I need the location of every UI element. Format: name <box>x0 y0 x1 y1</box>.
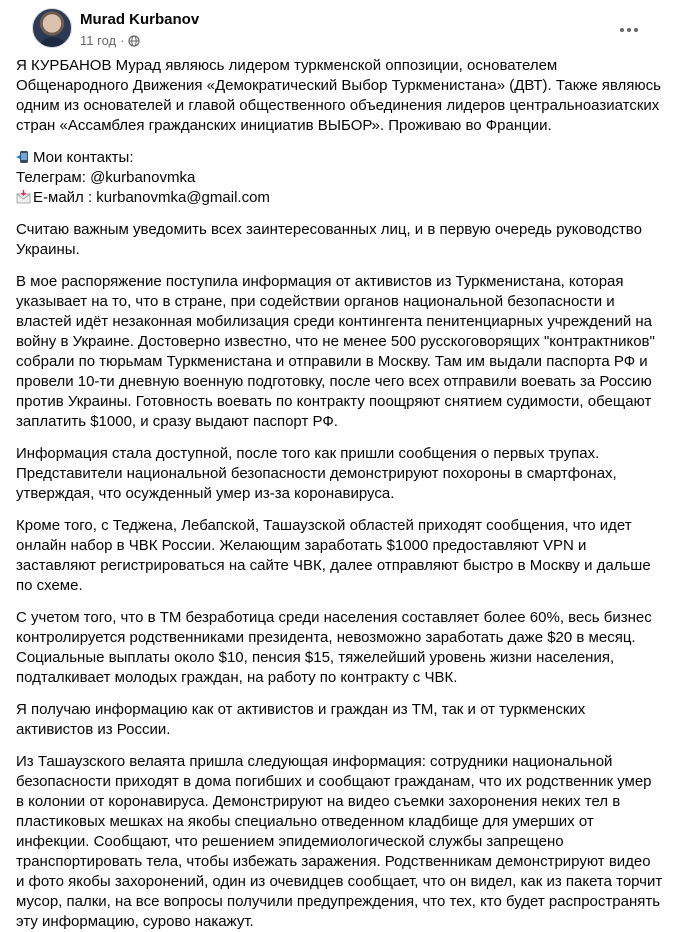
telegram-line: Телеграм: @kurbanovmka <box>16 169 196 186</box>
post-paragraph-4: Кроме того, с Теджена, Лебапской, Ташаузской областей приходят сообщения, что идет онлайн набор в ЧВК России. Желающим заработать $1000 предоставляют VPN и заставляют регистрироваться на сайте ЧВК, далее отправляют быстро в Москву и дальше по схеме. <box>16 517 651 594</box>
avatar[interactable] <box>32 8 72 48</box>
post-header <box>16 0 663 56</box>
post-paragraph-2: В мое распоряжение поступила информация от активистов из Туркменистана, которая указывает на то, что в стране, при содействии органов национальной безопасности и властей идёт незаконная мобилизация среди контингента пенитенциарных учреждений на войну в Украине. Достоверно известно, что не менее 500 русскоговорящих "контрактников" собрали по тюрьмам Туркменистана и отправили в Москву. Там им выдали паспорта РФ и провели 10-ти дневную военную подготовку, после чего всех отправили воевать за Россию против Украины. Готовность воевать по контракту поощряют снятием судимости, обещают заплатить $1000, и сразу выдают паспорт РФ. <box>16 273 655 430</box>
mobile-phone-icon <box>16 150 31 164</box>
post-body <box>16 56 663 932</box>
contacts-title-line <box>16 148 663 168</box>
email-text: E-майл : kurbanovmka@gmail.com <box>33 189 270 206</box>
more-options-icon[interactable] <box>611 12 647 48</box>
meta-separator: · <box>120 33 125 48</box>
post-paragraph-intro: Я КУРБАНОВ Мурад являюсь лидером туркменской оппозиции, основателем Общенародного Движения «Демократический Выбор Туркменистана» (ДВТ). Также являюсь одним из основателей и главой общественного объединения лидеров центральноазиатских стран «Ассамблея гражданских инициатив ВЫБОР». Проживаю во Франции. <box>16 57 661 134</box>
author-name[interactable]: Murad Kurbanov <box>80 11 200 28</box>
post-meta <box>80 33 140 48</box>
post-timestamp[interactable]: 11 год <box>80 33 117 48</box>
post-paragraph-3: Информация стала доступной, после того как пришли сообщения о первых трупах. Представители национальной безопасности демонстрируют похороны в смартфонах, утверждая, что осужденный умер из-за коронавируса. <box>16 445 617 502</box>
post-paragraph-6: Я получаю информацию как от активистов и граждан из ТМ, так и от туркменских активистов из России. <box>16 701 586 738</box>
post-paragraph-7: Из Ташаузского велаята пришла следующая информация: сотрудники национальной безопасности приходят в дома погибших и сообщают гражданам, что их родственник умер в колонии от коронавируса. Демонстрируют на видео съемки захоронения неких тел в пластиковых мешках на якобы специально отведенном кладбище для умерших от инфекции. Сообщают, что решением эпидемиологической службы запрещено транспортировать тела, чтобы избежать заражения. Родственникам демонстрируют видео и фото якобы захоронений, один из очевидцев сообщает, что он видел, как из пакета торчит мусор, палки, на все вопросы получили предупреждения, что тех, кто будет распространять эту информацию, сурово накажут. <box>16 753 663 930</box>
post-paragraph-5: С учетом того, что в ТМ безработица среди населения составляет более 60%, весь бизнес контролируется родственниками президента, невозможно заработать даже $20 в месяц. Социальные выплаты около $10, пенсия $15, тяжелейший уровень жизни населения, подталкивает молодых граждан, на работу по контракту с ЧВК. <box>16 609 652 686</box>
globe-icon <box>128 35 140 47</box>
post-paragraph-1: Считаю важным уведомить всех заинтересованных лиц, и в первую очередь руководство Украины. <box>16 221 642 258</box>
contacts-title: Мои контакты: <box>33 149 134 166</box>
email-line <box>16 188 663 208</box>
envelope-icon <box>16 190 31 204</box>
contacts-block <box>16 148 663 208</box>
